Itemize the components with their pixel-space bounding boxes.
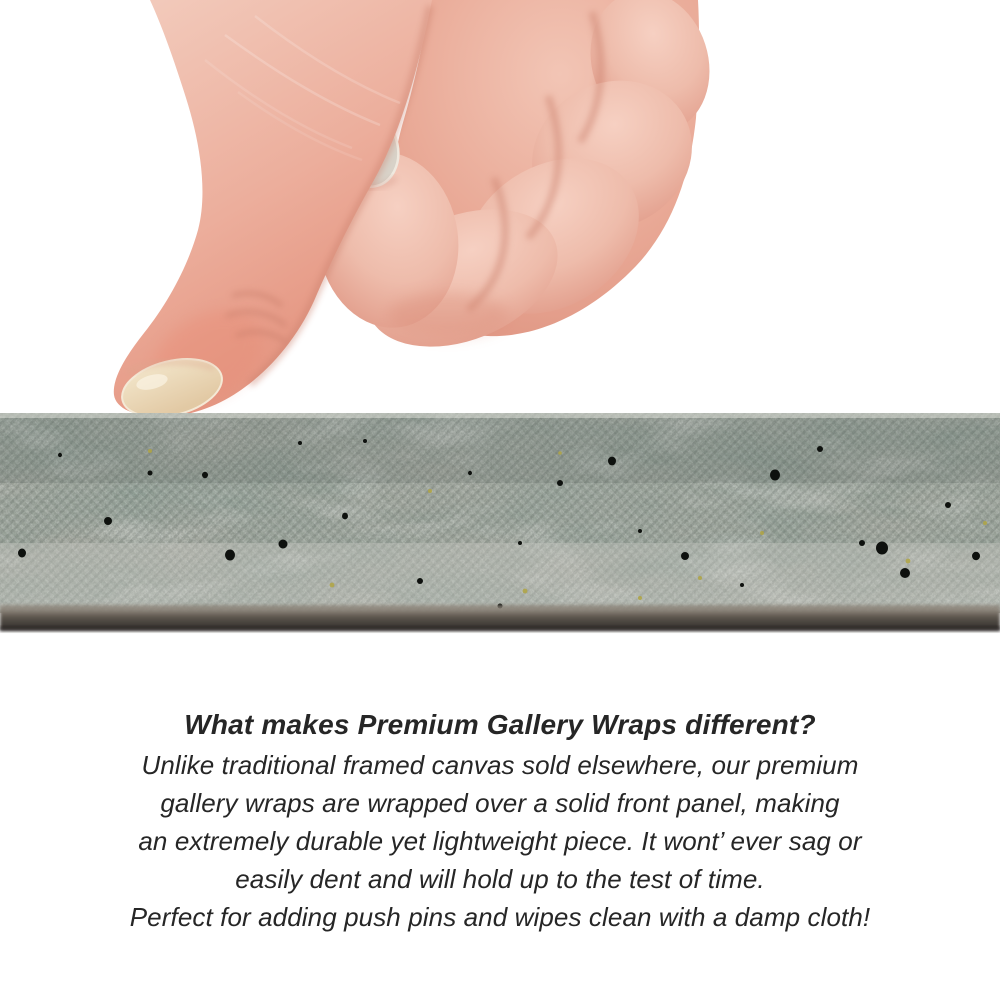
canvas-texture: [0, 413, 1000, 613]
hand-photo: [0, 0, 1000, 460]
body-line: Perfect for adding push pins and wipes clean with a damp cloth!: [129, 902, 871, 932]
body-line: gallery wraps are wrapped over a solid front panel, making: [160, 788, 840, 818]
body-line: an extremely durable yet lightweight piece. It wont’ ever sag or: [138, 826, 862, 856]
canvas-board-edge: [0, 605, 1000, 631]
section-heading: What makes Premium Gallery Wraps different?: [184, 709, 816, 740]
info-block: [0, 704, 1000, 936]
canvas-edge-photo: [0, 413, 1000, 635]
body-line: easily dent and will hold up to the test of time.: [235, 864, 765, 894]
body-line: Unlike traditional framed canvas sold elsewhere, our premium: [141, 750, 859, 780]
